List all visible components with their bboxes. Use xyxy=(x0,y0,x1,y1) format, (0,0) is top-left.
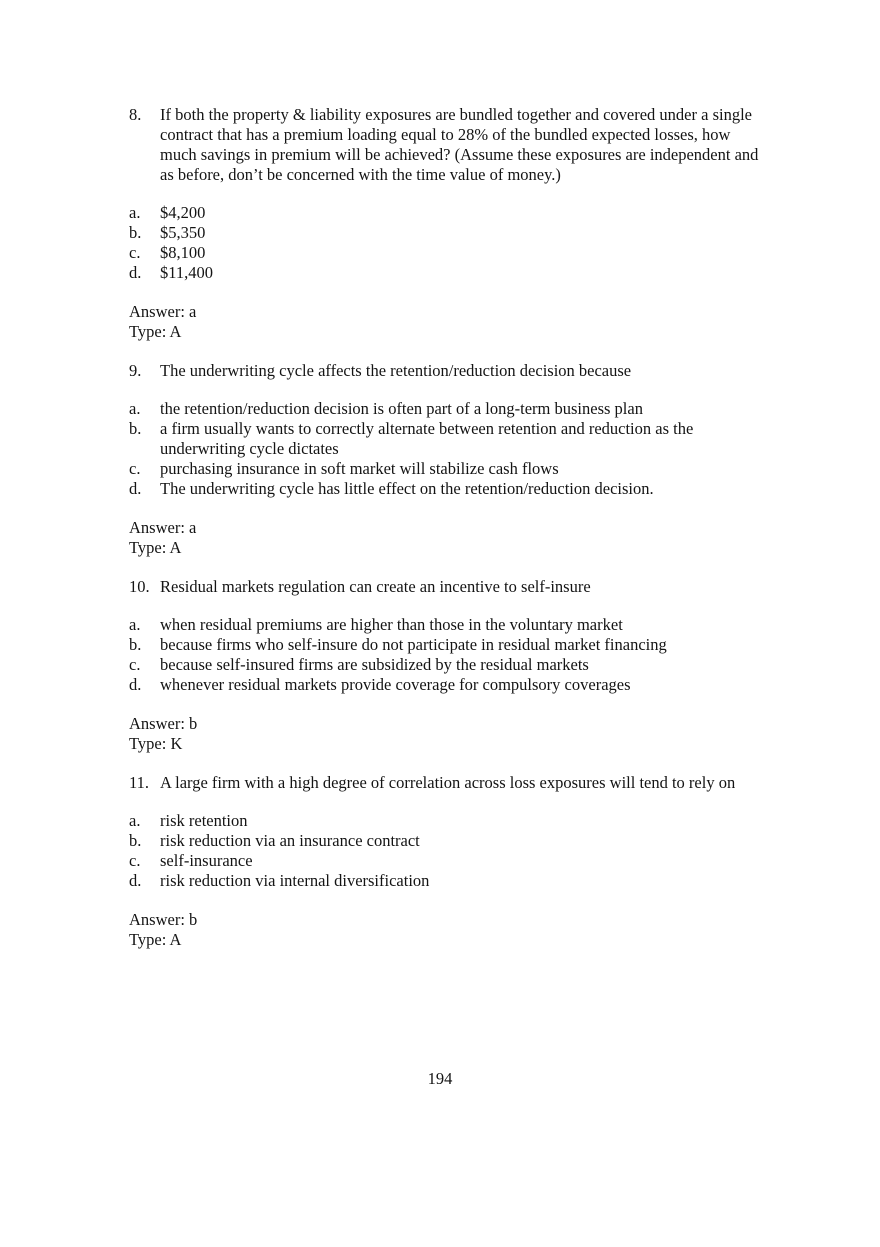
option-item xyxy=(129,675,769,695)
option-text: purchasing insurance in soft market will stabilize cash flows xyxy=(160,459,559,478)
option-item xyxy=(129,459,769,479)
answer-meta xyxy=(129,714,769,754)
option-item xyxy=(129,811,769,831)
option-letter: d. xyxy=(129,675,142,694)
option-text: the retention/reduction decision is often part of a long-term business plan xyxy=(160,399,643,418)
option-letter: b. xyxy=(129,419,142,438)
option-text: risk retention xyxy=(160,811,248,830)
answer-line: Answer: a xyxy=(129,302,197,321)
option-letter: c. xyxy=(129,851,141,870)
option-item xyxy=(129,223,769,243)
question-text: Residual markets regulation can create an incentive to self-insure xyxy=(160,577,591,596)
question-11 xyxy=(129,773,769,950)
question-text: If both the property & liability exposures are bundled together and covered under a single contract that has a premium loading equal to 28% of the bundled expected losses, how much savings in premium will be achieved? (Assume these exposures are independent and as before, don’t be concerned with the time value of money.) xyxy=(160,105,759,184)
question-list xyxy=(129,105,769,969)
option-text: $4,200 xyxy=(160,203,206,222)
question-stem xyxy=(129,361,769,381)
option-text: $5,350 xyxy=(160,223,206,242)
option-letter: a. xyxy=(129,203,141,222)
type-line: Type: A xyxy=(129,930,182,949)
question-9 xyxy=(129,361,769,558)
answer-options xyxy=(129,615,769,695)
type-line: Type: A xyxy=(129,322,182,341)
option-text: because firms who self-insure do not participate in residual market financing xyxy=(160,635,667,654)
type-line: Type: K xyxy=(129,734,183,753)
option-item xyxy=(129,615,769,635)
option-text: risk reduction via an insurance contract xyxy=(160,831,420,850)
answer-meta xyxy=(129,910,769,950)
option-letter: a. xyxy=(129,615,141,634)
answer-options xyxy=(129,811,769,891)
question-stem xyxy=(129,105,769,185)
question-number: 10. xyxy=(129,577,150,596)
option-text: when residual premiums are higher than those in the voluntary market xyxy=(160,615,623,634)
answer-line: Answer: b xyxy=(129,714,198,733)
option-letter: a. xyxy=(129,811,141,830)
option-letter: b. xyxy=(129,635,142,654)
option-text: $11,400 xyxy=(160,263,214,282)
question-number: 11. xyxy=(129,773,150,792)
option-letter: c. xyxy=(129,655,141,674)
option-item xyxy=(129,203,769,223)
answer-line: Answer: b xyxy=(129,910,198,929)
answer-options xyxy=(129,203,769,283)
question-text: A large firm with a high degree of correlation across loss exposures will tend to rely on xyxy=(160,773,736,792)
option-letter: b. xyxy=(129,831,142,850)
answer-meta xyxy=(129,302,769,342)
option-item xyxy=(129,655,769,675)
page-number: 194 xyxy=(427,1069,453,1088)
question-number: 9. xyxy=(129,361,142,380)
option-item xyxy=(129,243,769,263)
option-item xyxy=(129,263,769,283)
option-text: The underwriting cycle has little effect on the retention/reduction decision. xyxy=(160,479,654,498)
answer-options xyxy=(129,399,769,499)
option-text: risk reduction via internal diversification xyxy=(160,871,430,890)
answer-meta xyxy=(129,518,769,558)
option-item xyxy=(129,871,769,891)
option-letter: b. xyxy=(129,223,142,242)
option-letter: c. xyxy=(129,243,141,262)
option-item xyxy=(129,635,769,655)
option-text: $8,100 xyxy=(160,243,206,262)
option-letter: d. xyxy=(129,479,142,498)
option-item xyxy=(129,419,769,459)
question-stem xyxy=(129,577,769,597)
option-text: a firm usually wants to correctly alternate between retention and reduction as the underwriting cycle dictates xyxy=(160,419,694,458)
option-text: because self-insured firms are subsidized by the residual markets xyxy=(160,655,589,674)
option-item xyxy=(129,831,769,851)
question-stem xyxy=(129,773,769,793)
option-letter: c. xyxy=(129,459,141,478)
type-line: Type: A xyxy=(129,538,182,557)
option-item xyxy=(129,851,769,871)
question-8 xyxy=(129,105,769,342)
option-text: self-insurance xyxy=(160,851,253,870)
option-item xyxy=(129,399,769,419)
option-item xyxy=(129,479,769,499)
option-letter: d. xyxy=(129,871,142,890)
question-number: 8. xyxy=(129,105,142,124)
option-text: whenever residual markets provide coverage for compulsory coverages xyxy=(160,675,631,694)
answer-line: Answer: a xyxy=(129,518,197,537)
question-10 xyxy=(129,577,769,754)
question-text: The underwriting cycle affects the retention/reduction decision because xyxy=(160,361,632,380)
option-letter: a. xyxy=(129,399,141,418)
option-letter: d. xyxy=(129,263,142,282)
